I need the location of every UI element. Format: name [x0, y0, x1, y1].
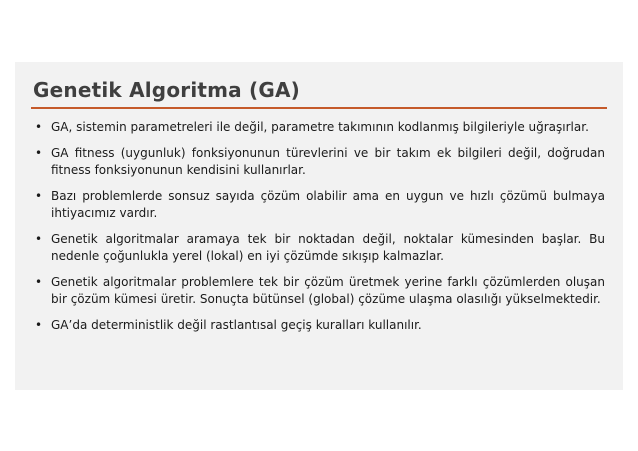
- bullet-text: GA’da deterministlik değil rastlantısal geçiş kuralları kullanılır.: [51, 318, 422, 332]
- bullet-text: GA fitness (uygunluk) fonksiyonunun türevlerini ve bir takım ek bilgileri değil, doğrudan fitness fonksiyonunun kendisini kullanırlar.: [51, 146, 605, 177]
- title-underline: [31, 107, 607, 109]
- bullet-icon: •: [35, 232, 43, 246]
- bullet-list: [31, 119, 605, 343]
- bullet-icon: •: [35, 120, 43, 134]
- bullet-text: Genetik algoritmalar aramaya tek bir noktadan değil, noktalar kümesinden başlar. Bu nedenle çoğunlukla yerel (lokal) en iyi çözümde sıkışıp kalmazlar.: [51, 232, 605, 263]
- slide-title: Genetik Algoritma (GA): [33, 78, 301, 102]
- bullet-item: [31, 317, 605, 334]
- bullet-item: [31, 274, 605, 308]
- bullet-text: GA, sistemin parametreleri ile değil, parametre takımının kodlanmış bilgileriyle uğraşırlar.: [51, 120, 589, 134]
- bullet-item: [31, 145, 605, 179]
- bullet-item: [31, 231, 605, 265]
- bullet-item: [31, 119, 605, 136]
- bullet-text: Bazı problemlerde sonsuz sayıda çözüm olabilir ama en uygun ve hızlı çözümü bulmaya ihtiyacımız vardır.: [51, 189, 605, 220]
- slide: [15, 62, 623, 390]
- bullet-icon: •: [35, 318, 43, 332]
- bullet-icon: •: [35, 146, 43, 160]
- bullet-icon: •: [35, 275, 43, 289]
- bullet-icon: •: [35, 189, 43, 203]
- bullet-text: Genetik algoritmalar problemlere tek bir çözüm üretmek yerine farklı çözümlerden oluşan bir çözüm kümesi üretir. Sonuçta bütünsel (global) çözüme ulaşma olasılığı yükselmektedir.: [51, 275, 605, 306]
- bullet-item: [31, 188, 605, 222]
